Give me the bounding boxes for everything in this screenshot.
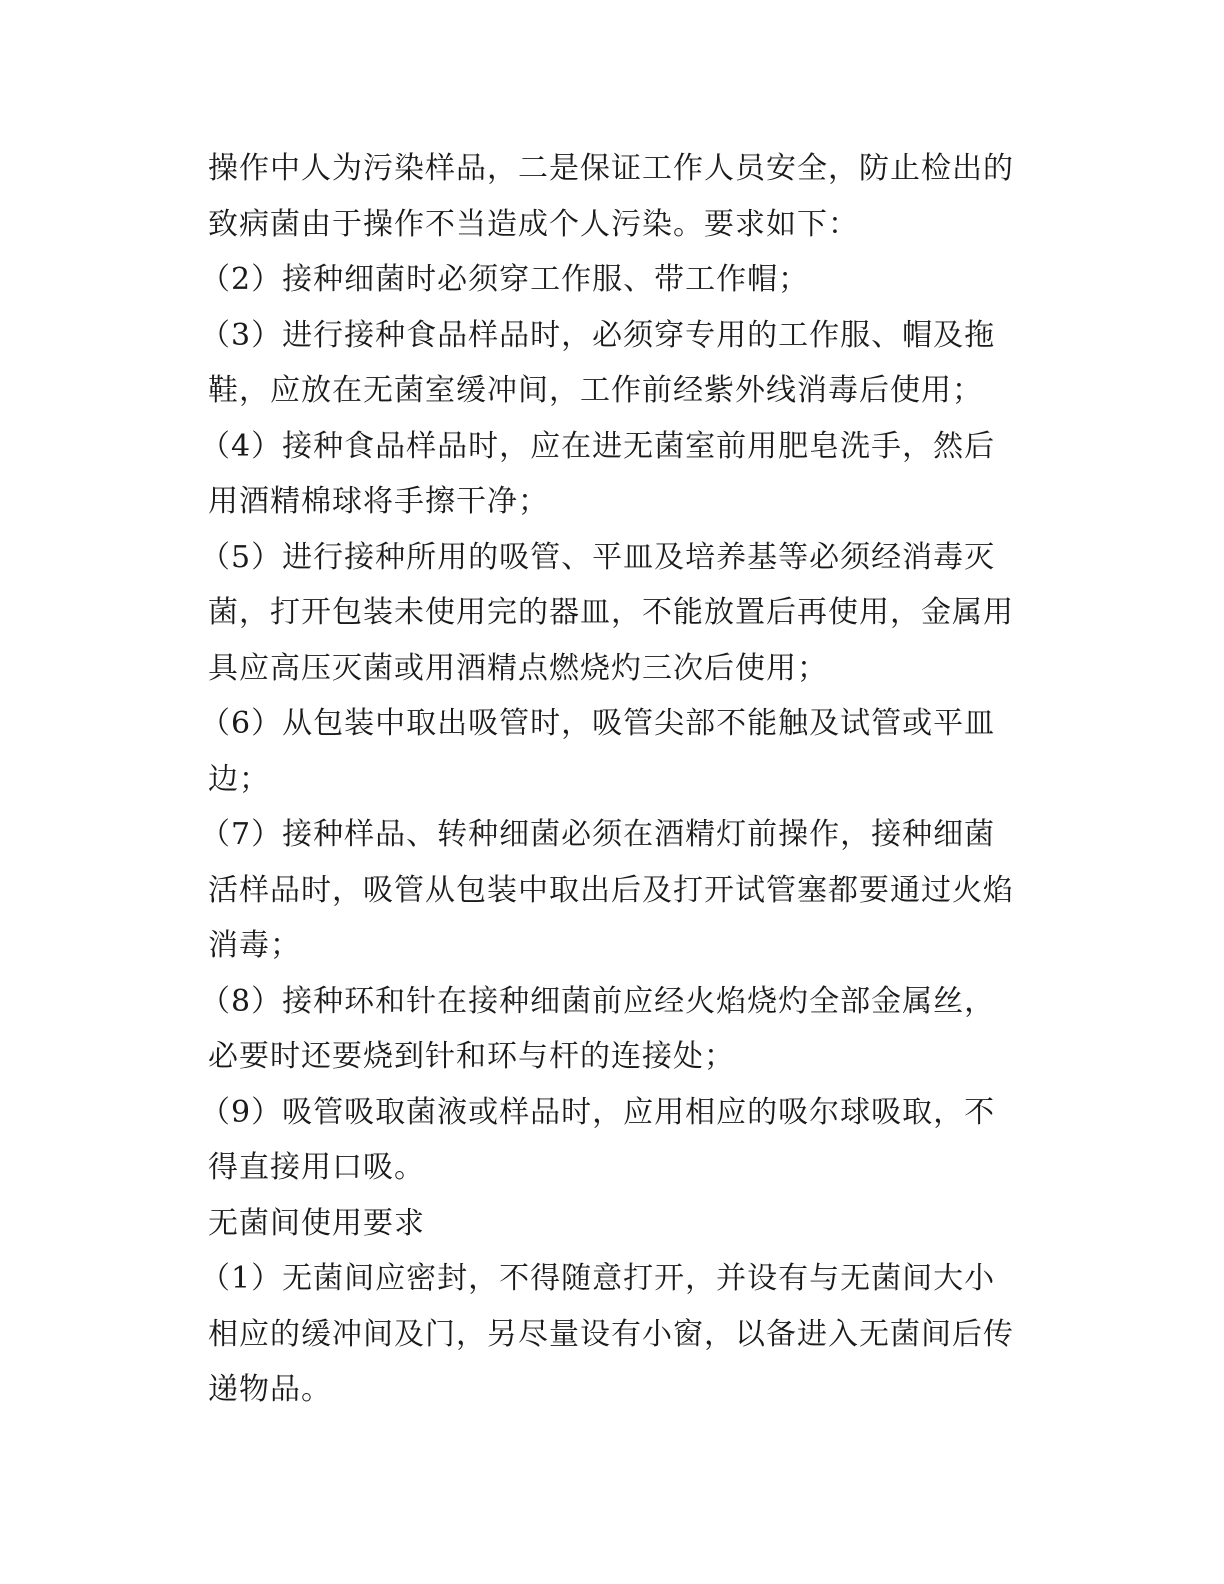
list-item-4 (200, 419, 1008, 530)
text-line: （1）无菌间应密封，不得随意打开，并设有与无菌间大小 (200, 1261, 996, 1296)
list-item-9 (200, 1085, 1008, 1196)
heading-text: 无菌间使用要求 (208, 1205, 425, 1241)
text-line: 用酒精棉球将手擦干净； (208, 484, 549, 519)
list-item-8 (200, 974, 1008, 1085)
text-line: 递物品。 (208, 1372, 332, 1407)
text-line: 具应高压灭菌或用酒精点燃烧灼三次后使用； (208, 650, 828, 686)
section-heading (208, 1196, 1008, 1252)
text-line: 鞋，应放在无菌室缓冲间，工作前经紫外线消毒后使用； (208, 373, 983, 408)
text-line: （9）吸管吸取菌液或样品时，应用相应的吸尔球吸取，不 (200, 1094, 996, 1130)
text-line: 菌，打开包装未使用完的器皿，不能放置后再使用，金属用 (208, 595, 1014, 630)
text-line: 得直接用口吸。 (208, 1150, 425, 1185)
text-line: （5）进行接种所用的吸管、平皿及培养基等必须经消毒灭 (200, 539, 996, 575)
text-line: （6）从包装中取出吸管时，吸管尖部不能触及试管或平皿 (200, 706, 996, 741)
text-line: 消毒； (208, 928, 301, 963)
list-item-5 (200, 530, 1014, 697)
text-line: 边； (208, 761, 270, 797)
text-line: （7）接种样品、转种细菌必须在酒精灯前操作，接种细菌 (200, 817, 996, 852)
list-item-7 (200, 807, 1014, 974)
text-line: 活样品时，吸管从包装中取出后及打开试管塞都要通过火焰 (208, 872, 1014, 908)
list-item-3 (200, 308, 1008, 419)
intro-paragraph (208, 141, 1014, 252)
list-item-2 (200, 252, 1008, 308)
text-line: （4）接种食品样品时，应在进无菌室前用肥皂洗手，然后 (200, 428, 996, 464)
text-line: （3）进行接种食品样品时，必须穿专用的工作服、帽及拖 (200, 317, 996, 353)
text-line: （2）接种细菌时必须穿工作服、带工作帽； (200, 262, 810, 297)
text-line: 相应的缓冲间及门，另尽量设有小窗，以备进入无菌间后传 (208, 1316, 1014, 1352)
text-line: （8）接种环和针在接种细菌前应经火焰烧灼全部金属丝， (200, 983, 996, 1019)
text-line: 致病菌由于操作不当造成个人污染。要求如下： (208, 206, 859, 242)
section-list-item-1 (200, 1251, 1014, 1418)
text-line: 必要时还要烧到针和环与杆的连接处； (208, 1039, 735, 1074)
text-line: 操作中人为污染样品，二是保证工作人员安全，防止检出的 (208, 151, 1014, 186)
document-body (200, 141, 1014, 1418)
list-item-6 (200, 696, 1008, 807)
